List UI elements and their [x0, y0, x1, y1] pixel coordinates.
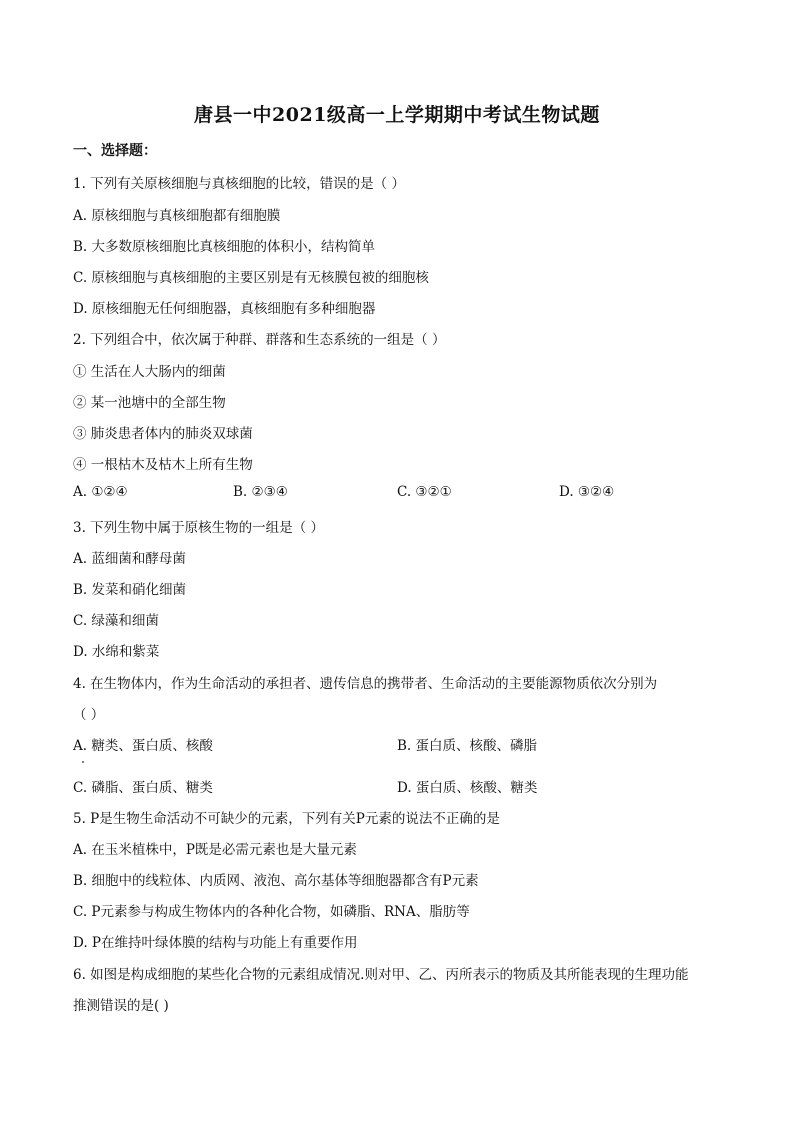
- q2-option-d: D. ③②④: [559, 484, 615, 500]
- q3-option-b: B. 发菜和硝化细菌: [73, 582, 187, 598]
- section-heading: 一、选择题：: [73, 143, 157, 159]
- q2-item-1: ① 生活在人大肠内的细菌: [73, 364, 226, 380]
- q5-option-b: B. 细胞中的线粒体、内质网、液泡、高尔基体等细胞器都含有P元素: [73, 873, 479, 889]
- q5-option-a: A. 在玉米植株中，P既是必需元素也是大量元素: [73, 842, 357, 858]
- q2-stem: 2. 下列组合中，依次属于种群、群落和生态系统的一组是（ ）: [73, 332, 446, 348]
- q6-stem-cont: 推测错误的是( ): [73, 998, 169, 1014]
- q1-option-c: C. 原核细胞与真核细胞的主要区别是有无核膜包被的细胞核: [73, 270, 429, 286]
- q2-option-c: C. ③②①: [397, 484, 452, 500]
- q3-option-d: D. 水绵和紫菜: [73, 644, 160, 660]
- q2-option-b: B. ②③④: [233, 484, 288, 500]
- q4-stem-cont: （ ）: [73, 707, 105, 723]
- q2-item-4: ④ 一根枯木及枯木上所有生物: [73, 457, 253, 473]
- q6-stem: 6. 如图是构成细胞的某些化合物的元素组成情况.则对甲、乙、丙所表示的物质及其所能表现的生理功能: [73, 967, 689, 983]
- q1-option-a: A. 原核细胞与真核细胞都有细胞膜: [73, 208, 281, 224]
- q5-stem: 5. P是生物生命活动不可缺少的元素，下列有关P元素的说法不正确的是: [73, 811, 500, 827]
- q2-item-3: ③ 肺炎患者体内的肺炎双球菌: [73, 426, 253, 442]
- q3-option-c: C. 绿藻和细菌: [73, 613, 159, 629]
- q1-option-d: D. 原核细胞无任何细胞器，真核细胞有多种细胞器: [73, 301, 376, 317]
- q2-option-a: A. ①②④: [73, 484, 128, 500]
- q4-option-c: C. 磷脂、蛋白质、糖类: [73, 780, 213, 796]
- q3-option-a: A. 蓝细菌和酵母菌: [73, 551, 186, 567]
- q5-option-d: D. P在维持叶绿体膜的结构与功能上有重要作用: [73, 935, 358, 951]
- q4-stem: 4. 在生物体内，作为生命活动的承担者、遗传信息的携带者、生命活动的主要能源物质依次分别为: [73, 676, 658, 692]
- q3-stem: 3. 下列生物中属于原核生物的一组是（ ）: [73, 520, 324, 536]
- q4-option-d: D. 蛋白质、核酸、糖类: [397, 780, 538, 796]
- q1-stem: 1. 下列有关原核细胞与真核细胞的比较，错误的是（ ）: [73, 176, 405, 192]
- q4-option-a: A. 糖类、蛋白质、核酸: [73, 738, 213, 754]
- q2-item-2: ② 某一池塘中的全部生物: [73, 395, 226, 411]
- q4-option-b: B. 蛋白质、核酸、磷脂: [397, 738, 538, 754]
- page-title: 唐县一中2021级高一上学期期中考试生物试题: [194, 104, 600, 126]
- q1-option-b: B. 大多数原核细胞比真核细胞的体积小，结构简单: [73, 239, 376, 255]
- stray-dot: [82, 761, 84, 763]
- q5-option-c: C. P元素参与构成生物体内的各种化合物，如磷脂、RNA、脂肪等: [73, 904, 470, 920]
